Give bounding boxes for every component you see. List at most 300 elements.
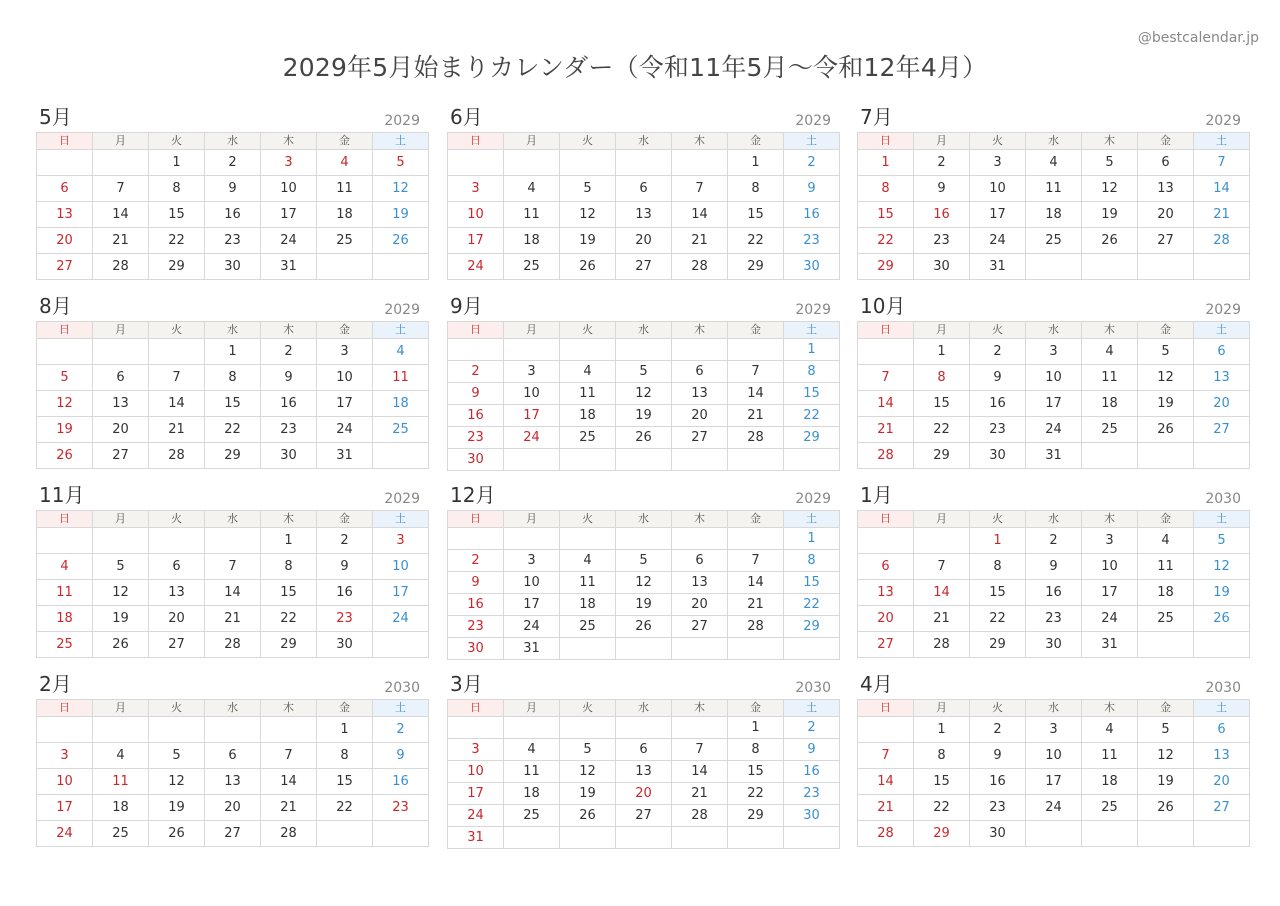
day-cell: 6 xyxy=(205,743,261,769)
week-row xyxy=(858,717,1250,743)
weekday-label: 木 xyxy=(1082,133,1138,150)
day-cell: 23 xyxy=(914,228,970,254)
day-cell: 20 xyxy=(93,417,149,443)
empty-day-cell xyxy=(93,150,149,176)
week-row xyxy=(37,202,429,228)
empty-day-cell xyxy=(373,632,429,658)
day-cell: 12 xyxy=(616,572,672,594)
weekday-label: 金 xyxy=(1138,511,1194,528)
empty-day-cell xyxy=(560,339,616,361)
day-cell: 5 xyxy=(560,739,616,761)
day-cell: 16 xyxy=(373,769,429,795)
empty-day-cell xyxy=(560,717,616,739)
day-cell: 10 xyxy=(504,572,560,594)
empty-day-cell xyxy=(728,528,784,550)
day-cell: 22 xyxy=(728,228,784,254)
day-cell: 6 xyxy=(672,550,728,572)
weekday-label: 火 xyxy=(560,322,616,339)
day-cell: 3 xyxy=(504,361,560,383)
weekday-header-row xyxy=(858,511,1250,528)
day-cell: 18 xyxy=(1082,391,1138,417)
day-cell: 16 xyxy=(970,391,1026,417)
day-cell: 24 xyxy=(1026,417,1082,443)
day-cell: 24 xyxy=(261,228,317,254)
day-cell: 9 xyxy=(970,365,1026,391)
month-name: 10月 xyxy=(860,294,906,318)
day-cell: 17 xyxy=(448,228,504,254)
weekday-label: 木 xyxy=(672,700,728,717)
day-cell: 19 xyxy=(1082,202,1138,228)
day-cell: 26 xyxy=(616,616,672,638)
empty-day-cell xyxy=(1138,254,1194,280)
empty-day-cell xyxy=(1082,443,1138,469)
day-cell: 12 xyxy=(93,580,149,606)
day-cell: 31 xyxy=(261,254,317,280)
week-row xyxy=(858,176,1250,202)
empty-day-cell xyxy=(317,821,373,847)
day-cell: 23 xyxy=(970,795,1026,821)
month-calendar xyxy=(36,294,422,469)
day-cell: 17 xyxy=(1026,391,1082,417)
day-cell: 13 xyxy=(1194,743,1250,769)
day-cell: 2 xyxy=(261,339,317,365)
weekday-label: 日 xyxy=(37,700,93,717)
week-row xyxy=(37,339,429,365)
empty-day-cell xyxy=(93,528,149,554)
empty-day-cell xyxy=(1194,254,1250,280)
day-cell: 29 xyxy=(261,632,317,658)
week-row xyxy=(37,228,429,254)
day-cell: 15 xyxy=(261,580,317,606)
month-name: 6月 xyxy=(450,105,483,129)
month-table xyxy=(36,699,429,847)
day-cell: 30 xyxy=(970,821,1026,847)
day-cell: 10 xyxy=(1082,554,1138,580)
day-cell: 30 xyxy=(448,449,504,471)
weekday-header-row xyxy=(448,700,840,717)
empty-day-cell xyxy=(373,443,429,469)
weekday-label: 土 xyxy=(784,133,840,150)
day-cell: 14 xyxy=(1194,176,1250,202)
month-year: 2030 xyxy=(795,680,831,696)
month-year: 2029 xyxy=(1205,302,1241,318)
weekday-label: 水 xyxy=(205,322,261,339)
month-table xyxy=(447,510,840,660)
day-cell: 14 xyxy=(149,391,205,417)
weekday-label: 木 xyxy=(261,322,317,339)
day-cell: 7 xyxy=(858,365,914,391)
empty-day-cell xyxy=(37,150,93,176)
day-cell: 11 xyxy=(560,572,616,594)
week-row xyxy=(37,443,429,469)
day-cell: 24 xyxy=(37,821,93,847)
day-cell: 6 xyxy=(149,554,205,580)
day-cell: 10 xyxy=(317,365,373,391)
weekday-header-row xyxy=(448,322,840,339)
day-cell: 24 xyxy=(317,417,373,443)
weekday-label: 木 xyxy=(1082,511,1138,528)
empty-day-cell xyxy=(504,150,560,176)
empty-day-cell xyxy=(858,717,914,743)
day-cell: 2 xyxy=(317,528,373,554)
week-row xyxy=(448,449,840,471)
empty-day-cell xyxy=(37,528,93,554)
day-cell: 20 xyxy=(1138,202,1194,228)
day-cell: 19 xyxy=(37,417,93,443)
week-row xyxy=(858,632,1250,658)
weekday-label: 土 xyxy=(373,133,429,150)
day-cell: 22 xyxy=(205,417,261,443)
day-cell: 4 xyxy=(1082,339,1138,365)
day-cell: 20 xyxy=(858,606,914,632)
month-name: 4月 xyxy=(860,672,893,696)
day-cell: 22 xyxy=(261,606,317,632)
day-cell: 25 xyxy=(1138,606,1194,632)
month-header xyxy=(447,105,833,132)
month-header xyxy=(857,105,1243,132)
week-row xyxy=(448,361,840,383)
day-cell: 19 xyxy=(1138,391,1194,417)
week-row xyxy=(858,743,1250,769)
month-calendar xyxy=(36,672,422,847)
day-cell: 23 xyxy=(1026,606,1082,632)
day-cell: 5 xyxy=(1138,339,1194,365)
weekday-label: 水 xyxy=(205,700,261,717)
day-cell: 3 xyxy=(970,150,1026,176)
month-calendar xyxy=(857,105,1243,280)
day-cell: 8 xyxy=(970,554,1026,580)
empty-day-cell xyxy=(616,827,672,849)
empty-day-cell xyxy=(616,449,672,471)
day-cell: 4 xyxy=(560,550,616,572)
day-cell: 17 xyxy=(37,795,93,821)
empty-day-cell xyxy=(560,150,616,176)
weekday-label: 月 xyxy=(93,700,149,717)
day-cell: 9 xyxy=(1026,554,1082,580)
weekday-label: 月 xyxy=(93,322,149,339)
day-cell: 11 xyxy=(504,761,560,783)
month-header xyxy=(447,294,833,321)
day-cell: 18 xyxy=(93,795,149,821)
empty-day-cell xyxy=(560,638,616,660)
week-row xyxy=(858,228,1250,254)
week-row xyxy=(858,528,1250,554)
day-cell: 29 xyxy=(149,254,205,280)
day-cell: 23 xyxy=(784,228,840,254)
week-row xyxy=(448,528,840,550)
day-cell: 18 xyxy=(560,594,616,616)
empty-day-cell xyxy=(672,638,728,660)
day-cell: 7 xyxy=(1194,150,1250,176)
day-cell: 13 xyxy=(1194,365,1250,391)
day-cell: 15 xyxy=(728,761,784,783)
day-cell: 6 xyxy=(1194,717,1250,743)
weekday-label: 水 xyxy=(1026,700,1082,717)
day-cell: 26 xyxy=(149,821,205,847)
weekday-label: 木 xyxy=(672,133,728,150)
week-row xyxy=(858,391,1250,417)
empty-day-cell xyxy=(728,638,784,660)
day-cell: 22 xyxy=(149,228,205,254)
week-row xyxy=(37,821,429,847)
day-cell: 6 xyxy=(1138,150,1194,176)
day-cell: 2 xyxy=(784,150,840,176)
day-cell: 11 xyxy=(1138,554,1194,580)
day-cell: 22 xyxy=(728,783,784,805)
day-cell: 24 xyxy=(970,228,1026,254)
day-cell: 10 xyxy=(504,383,560,405)
weekday-label: 木 xyxy=(261,511,317,528)
empty-day-cell xyxy=(1026,254,1082,280)
day-cell: 17 xyxy=(373,580,429,606)
month-year: 2030 xyxy=(1205,680,1241,696)
day-cell: 12 xyxy=(560,202,616,228)
day-cell: 11 xyxy=(560,383,616,405)
day-cell: 16 xyxy=(914,202,970,228)
week-row xyxy=(37,769,429,795)
day-cell: 15 xyxy=(784,572,840,594)
weekday-label: 水 xyxy=(205,511,261,528)
day-cell: 10 xyxy=(448,761,504,783)
day-cell: 30 xyxy=(1026,632,1082,658)
day-cell: 19 xyxy=(1138,769,1194,795)
empty-day-cell xyxy=(1138,632,1194,658)
week-row xyxy=(37,795,429,821)
day-cell: 7 xyxy=(728,361,784,383)
day-cell: 16 xyxy=(784,761,840,783)
day-cell: 31 xyxy=(1026,443,1082,469)
day-cell: 19 xyxy=(560,783,616,805)
day-cell: 9 xyxy=(448,383,504,405)
week-row xyxy=(858,443,1250,469)
empty-day-cell xyxy=(672,449,728,471)
empty-day-cell xyxy=(504,339,560,361)
weekday-label: 月 xyxy=(504,133,560,150)
week-row xyxy=(448,550,840,572)
day-cell: 26 xyxy=(1138,795,1194,821)
day-cell: 20 xyxy=(37,228,93,254)
day-cell: 5 xyxy=(1138,717,1194,743)
day-cell: 22 xyxy=(970,606,1026,632)
week-row xyxy=(448,254,840,280)
empty-day-cell xyxy=(672,339,728,361)
day-cell: 30 xyxy=(317,632,373,658)
day-cell: 22 xyxy=(784,405,840,427)
day-cell: 29 xyxy=(784,427,840,449)
empty-day-cell xyxy=(1194,632,1250,658)
day-cell: 9 xyxy=(205,176,261,202)
weekday-label: 日 xyxy=(448,322,504,339)
day-cell: 30 xyxy=(970,443,1026,469)
day-cell: 18 xyxy=(373,391,429,417)
day-cell: 11 xyxy=(37,580,93,606)
month-year: 2029 xyxy=(1205,113,1241,129)
day-cell: 31 xyxy=(448,827,504,849)
weekday-label: 月 xyxy=(914,700,970,717)
day-cell: 28 xyxy=(1194,228,1250,254)
day-cell: 17 xyxy=(261,202,317,228)
weekday-label: 木 xyxy=(1082,700,1138,717)
day-cell: 8 xyxy=(205,365,261,391)
day-cell: 3 xyxy=(261,150,317,176)
weekday-label: 土 xyxy=(373,511,429,528)
weekday-label: 日 xyxy=(37,133,93,150)
page-title: 2029年5月始まりカレンダー（令和11年5月〜令和12年4月） xyxy=(282,53,988,82)
day-cell: 3 xyxy=(1026,717,1082,743)
day-cell: 21 xyxy=(261,795,317,821)
month-year: 2029 xyxy=(384,491,420,507)
day-cell: 12 xyxy=(37,391,93,417)
week-row xyxy=(448,150,840,176)
empty-day-cell xyxy=(37,717,93,743)
weekday-label: 月 xyxy=(93,511,149,528)
site-credit: @bestcalendar.jp xyxy=(1137,30,1259,46)
day-cell: 13 xyxy=(616,761,672,783)
month-header xyxy=(447,672,833,699)
week-row xyxy=(858,365,1250,391)
month-year: 2029 xyxy=(795,113,831,129)
day-cell: 1 xyxy=(317,717,373,743)
day-cell: 23 xyxy=(317,606,373,632)
month-name: 12月 xyxy=(450,483,496,507)
day-cell: 21 xyxy=(149,417,205,443)
day-cell: 13 xyxy=(672,383,728,405)
day-cell: 7 xyxy=(93,176,149,202)
day-cell: 12 xyxy=(1138,743,1194,769)
day-cell: 11 xyxy=(373,365,429,391)
weekday-label: 土 xyxy=(1194,700,1250,717)
week-row xyxy=(858,254,1250,280)
weekday-label: 日 xyxy=(448,700,504,717)
day-cell: 27 xyxy=(1194,795,1250,821)
month-calendar xyxy=(447,105,833,280)
month-name: 3月 xyxy=(450,672,483,696)
day-cell: 29 xyxy=(784,616,840,638)
day-cell: 8 xyxy=(914,743,970,769)
month-table xyxy=(447,132,840,280)
day-cell: 27 xyxy=(672,427,728,449)
day-cell: 28 xyxy=(914,632,970,658)
empty-day-cell xyxy=(728,827,784,849)
day-cell: 3 xyxy=(37,743,93,769)
day-cell: 10 xyxy=(261,176,317,202)
empty-day-cell xyxy=(448,528,504,550)
month-year: 2030 xyxy=(384,680,420,696)
month-table xyxy=(447,699,840,849)
day-cell: 30 xyxy=(448,638,504,660)
empty-day-cell xyxy=(149,528,205,554)
empty-day-cell xyxy=(504,449,560,471)
month-header xyxy=(447,483,833,510)
weekday-label: 水 xyxy=(616,133,672,150)
day-cell: 16 xyxy=(448,594,504,616)
day-cell: 29 xyxy=(728,805,784,827)
day-cell: 14 xyxy=(93,202,149,228)
day-cell: 27 xyxy=(149,632,205,658)
day-cell: 23 xyxy=(970,417,1026,443)
empty-day-cell xyxy=(37,339,93,365)
week-row xyxy=(37,580,429,606)
week-row xyxy=(448,339,840,361)
day-cell: 17 xyxy=(448,783,504,805)
day-cell: 28 xyxy=(858,821,914,847)
day-cell: 2 xyxy=(914,150,970,176)
weekday-label: 月 xyxy=(504,322,560,339)
month-name: 7月 xyxy=(860,105,893,129)
month-calendar xyxy=(36,105,422,280)
day-cell: 13 xyxy=(1138,176,1194,202)
weekday-label: 土 xyxy=(784,322,840,339)
day-cell: 15 xyxy=(914,391,970,417)
day-cell: 21 xyxy=(93,228,149,254)
empty-day-cell xyxy=(784,449,840,471)
week-row xyxy=(448,717,840,739)
day-cell: 23 xyxy=(205,228,261,254)
month-calendar xyxy=(447,672,833,849)
day-cell: 19 xyxy=(560,228,616,254)
day-cell: 18 xyxy=(504,783,560,805)
day-cell: 15 xyxy=(784,383,840,405)
empty-day-cell xyxy=(858,528,914,554)
weekday-label: 水 xyxy=(616,511,672,528)
day-cell: 2 xyxy=(970,339,1026,365)
day-cell: 28 xyxy=(93,254,149,280)
week-row xyxy=(858,606,1250,632)
empty-day-cell xyxy=(261,717,317,743)
empty-day-cell xyxy=(205,528,261,554)
day-cell: 25 xyxy=(317,228,373,254)
day-cell: 10 xyxy=(1026,743,1082,769)
day-cell: 4 xyxy=(37,554,93,580)
day-cell: 27 xyxy=(858,632,914,658)
day-cell: 8 xyxy=(914,365,970,391)
week-row xyxy=(448,572,840,594)
day-cell: 26 xyxy=(560,805,616,827)
week-row xyxy=(448,616,840,638)
day-cell: 21 xyxy=(858,417,914,443)
day-cell: 27 xyxy=(616,254,672,280)
month-header xyxy=(36,105,422,132)
day-cell: 18 xyxy=(1082,769,1138,795)
week-row xyxy=(448,638,840,660)
week-row xyxy=(858,821,1250,847)
day-cell: 25 xyxy=(504,254,560,280)
day-cell: 2 xyxy=(970,717,1026,743)
day-cell: 1 xyxy=(914,717,970,743)
day-cell: 3 xyxy=(373,528,429,554)
empty-day-cell xyxy=(560,827,616,849)
month-table xyxy=(36,132,429,280)
day-cell: 17 xyxy=(1082,580,1138,606)
day-cell: 4 xyxy=(1082,717,1138,743)
day-cell: 5 xyxy=(1194,528,1250,554)
day-cell: 25 xyxy=(504,805,560,827)
day-cell: 4 xyxy=(1026,150,1082,176)
day-cell: 11 xyxy=(1082,743,1138,769)
day-cell: 25 xyxy=(37,632,93,658)
day-cell: 12 xyxy=(149,769,205,795)
day-cell: 31 xyxy=(504,638,560,660)
week-row xyxy=(448,176,840,202)
weekday-label: 土 xyxy=(373,322,429,339)
day-cell: 6 xyxy=(1194,339,1250,365)
empty-day-cell xyxy=(504,717,560,739)
day-cell: 4 xyxy=(317,150,373,176)
day-cell: 1 xyxy=(149,150,205,176)
day-cell: 28 xyxy=(728,616,784,638)
day-cell: 28 xyxy=(728,427,784,449)
day-cell: 14 xyxy=(261,769,317,795)
